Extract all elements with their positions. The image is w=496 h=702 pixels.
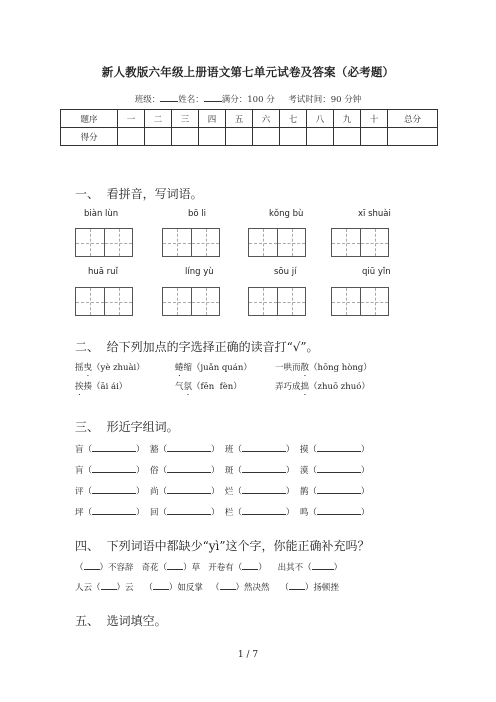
answer-blank[interactable] [167,505,211,515]
section-4-heading: 四、 下列词语中都缺少“yì”这个字，你能正确补充吗？ [75,539,370,553]
answer-blank[interactable] [317,484,361,494]
word-group-row: 坪（ ） 回（ ） 栏（ ） 鸣（ ） [75,505,369,518]
pronunciation-item[interactable]: 弄巧成拙（zhuō zhuó） [275,382,370,392]
idiom-row: （ ）不容辞 奇花（ ）草 开卷有（ ） 出其不（ ） [75,560,342,573]
answer-blank[interactable] [92,463,136,473]
score-cell[interactable] [280,128,307,146]
exam-time: 考试时间：90 分钟 [288,95,362,105]
score-cell[interactable] [226,128,253,146]
writing-grid[interactable] [331,228,389,257]
table-cell: 五 [226,110,253,128]
pronunciation-item[interactable]: 气氛（fēn fèn） [175,382,242,392]
answer-blank[interactable] [220,580,236,590]
table-cell: 四 [199,110,226,128]
answer-blank[interactable] [317,463,361,473]
table-cell: 总分 [388,110,438,128]
answer-blank[interactable] [317,442,361,452]
table-cell: 十 [361,110,388,128]
score-table-row [61,128,438,146]
writing-grid[interactable] [162,228,220,257]
score-cell[interactable] [172,128,199,146]
exam-info [0,92,496,105]
pinyin-label: sōu jí [274,267,297,277]
class-blank [160,92,178,102]
score-cell[interactable] [361,128,388,146]
table-cell: 七 [280,110,307,128]
writing-grid[interactable] [331,287,389,316]
pronunciation-item[interactable]: 挨揍（āi ái） [75,382,128,392]
page-title: 新人教版六年级上册语文第七单元试卷及答案（必考题） [101,65,395,79]
score-cell[interactable] [388,128,438,146]
answer-blank[interactable] [92,442,136,452]
writing-grid[interactable] [75,228,133,257]
idiom-row: 人云（ ）云 （ ）如反掌 （ ）然决然 （ ）扬顿挫 [75,580,339,593]
pronunciation-item[interactable]: 摇曳（yè zhuài） [75,363,145,373]
name-label: 姓名： [178,95,204,105]
word-group-row: 评（ ） 尚（ ） 烂（ ） 鹊（ ） [75,484,369,497]
answer-blank[interactable] [92,484,136,494]
answer-blank[interactable] [242,505,286,515]
section-2-heading: 二、 给下列加点的字选择正确的读音打“√”。 [75,340,319,354]
score-table [60,109,438,146]
writing-grid[interactable] [75,287,133,316]
score-cell[interactable] [118,128,145,146]
table-cell: 二 [145,110,172,128]
score-cell[interactable] [307,128,334,146]
answer-blank[interactable] [153,580,169,590]
pinyin-label: qiū yǐn [362,267,391,277]
table-cell: 八 [307,110,334,128]
answer-blank[interactable] [289,580,305,590]
table-cell: 一 [118,110,145,128]
table-cell: 得分 [61,128,118,146]
table-cell: 九 [334,110,361,128]
pinyin-label: xī shuài [358,209,391,219]
writing-grid[interactable] [248,228,306,257]
pronunciation-item[interactable]: 一哄而散（hōng hòng） [275,363,372,373]
pronunciation-item[interactable]: 蜷缩（juǎn quán） [175,363,252,373]
answer-blank[interactable] [92,505,136,515]
table-cell: 六 [253,110,280,128]
pinyin-label: kǒng bù [269,209,304,219]
score-cell[interactable] [334,128,361,146]
answer-blank[interactable] [242,560,258,570]
writing-grid[interactable] [248,287,306,316]
section-5-heading: 五、 选词填空。 [75,614,167,628]
answer-blank[interactable] [167,463,211,473]
score-table-header [61,110,438,128]
answer-blank[interactable] [167,484,211,494]
table-cell: 题序 [61,110,118,128]
section-1-heading: 一、 看拼音，写词语。 [75,187,203,201]
answer-blank[interactable] [84,560,100,570]
answer-blank[interactable] [101,580,117,590]
answer-blank[interactable] [242,442,286,452]
answer-blank[interactable] [242,463,286,473]
answer-blank[interactable] [167,442,211,452]
pinyin-label: biàn lùn [84,209,119,219]
score-cell[interactable] [199,128,226,146]
full-score: 满分：100 分 [221,95,275,105]
answer-blank[interactable] [317,505,361,515]
page-number: 1 / 7 [237,650,259,660]
pinyin-label: bō li [188,209,207,219]
answer-blank[interactable] [312,560,334,570]
answer-blank[interactable] [167,560,183,570]
class-label: 班级： [134,95,161,105]
answer-blank[interactable] [242,484,286,494]
pinyin-label: huā ruǐ [88,267,118,277]
table-cell: 三 [172,110,199,128]
section-3-heading: 三、 形近字组词。 [75,420,179,434]
score-cell[interactable] [145,128,172,146]
writing-grid[interactable] [162,287,220,316]
name-blank [204,92,222,102]
score-cell[interactable] [253,128,280,146]
word-group-row: 盲（ ） 豁（ ） 班（ ） 摸（ ） [75,442,369,455]
word-group-row: 肓（ ） 俗（ ） 斑（ ） 漠（ ） [75,463,369,476]
pinyin-label: líng yù [185,267,214,277]
